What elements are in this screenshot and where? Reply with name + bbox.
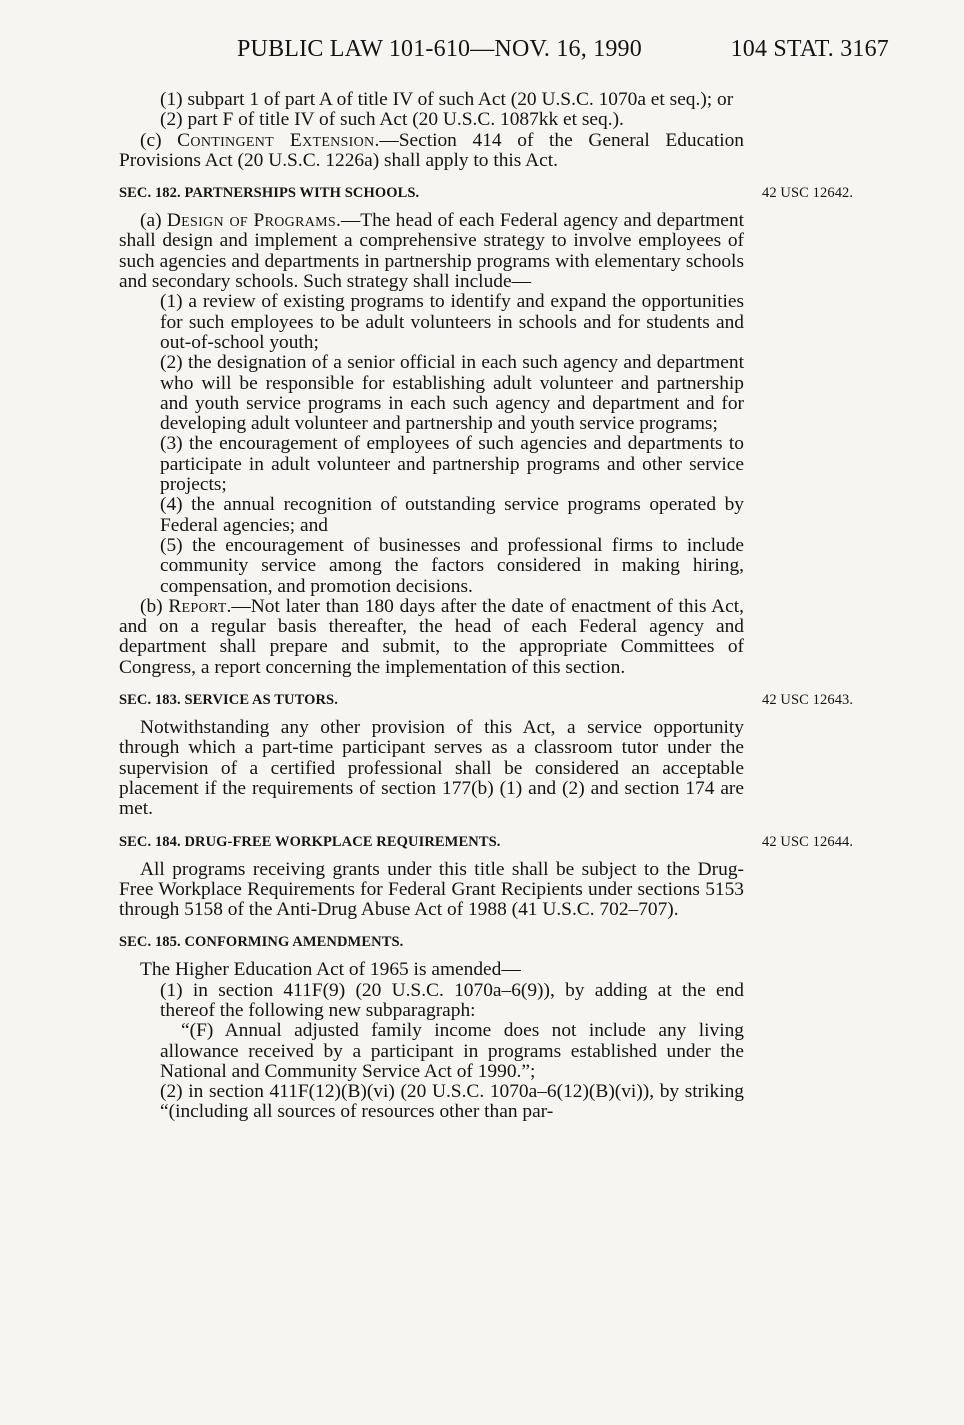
paragraph-text: .—Not later than 180 days after the date of enactment of this Act, and on a regular basis thereafter, the head of each Federal agency and department shall prepare and submit, to the appropriate Committees of Congress, a report concerning the implementation of this section. (119, 595, 744, 678)
section-heading-text: SEC. 184. DRUG-FREE WORKPLACE REQUIREMENTS. (119, 833, 501, 850)
statute-page-number: 104 STAT. 3167 (730, 36, 889, 62)
amendment-item-1: (1) in section 411F(9) (20 U.S.C. 1070a–6(9)), by adding at the end thereof the following new subparagraph: (160, 979, 744, 1021)
usc-citation: 42 USC 12644. (762, 833, 854, 850)
subpart-item-1: (1) subpart 1 of part A of title IV of such Act (20 U.S.C. 1070a et seq.); or (160, 89, 734, 110)
paragraph-label: (b) (140, 595, 169, 617)
subsection-caption: Design of Programs (166, 210, 336, 232)
subsection-caption: Report (168, 595, 227, 617)
amendment-quote: “(F) Annual adjusted family income does not include any living allowance received by a participant in programs established under the National and Community Service Act of 1990.”; (160, 1020, 744, 1082)
paragraph-text: .—The head of each Federal agency and department shall design and implement a comprehensive strategy to involve employees of such agencies and departments in partnership programs with elementary schools and secondary schools. Such strategy shall include— (119, 210, 745, 293)
amendment-item-2: (2) in section 411F(12)(B)(vi) (20 U.S.C. 1070a–6(12)(B)(vi)), by striking “(including all sources of resources other than par- (160, 1081, 744, 1123)
usc-citation: 42 USC 12642. (762, 185, 854, 202)
amendments-intro: The Higher Education Act of 1965 is amended— (140, 959, 521, 981)
drug-free-workplace-paragraph: All programs receiving grants under this title shall be subject to the Drug-Free Workplace Requirements for Federal Grant Recipients under sections 5153 through 5158 of the Anti-Drug Abuse Act of 1988 (41 U.S.C. 702–707). (119, 858, 744, 921)
section-heading-text: SEC. 182. PARTNERSHIPS WITH SCHOOLS. (119, 185, 420, 202)
section-183-heading (119, 690, 854, 710)
section-184-heading (119, 832, 854, 852)
subpart-item-2: (2) part F of title IV of such Act (20 U.S.C. 1087kk et seq.). (160, 109, 624, 131)
section-heading-text: SEC. 185. CONFORMING AMENDMENTS. (119, 934, 404, 951)
document-body (119, 89, 854, 1123)
strategy-item-5: (5) the encouragement of businesses and professional firms to include community service among the factors considered in making hiring, compensation, and promotion decisions. (160, 534, 744, 597)
section-182-heading (119, 183, 854, 203)
subsection-caption: Contingent Extension (177, 129, 375, 151)
section-heading-text: SEC. 183. SERVICE AS TUTORS. (119, 692, 338, 709)
strategy-item-1: (1) a review of existing programs to identify and expand the opportunities for such employees to be adult volunteers in schools and for students and out-of-school youth; (160, 291, 744, 353)
design-of-programs-paragraph (119, 211, 744, 292)
strategy-item-2: (2) the designation of a senior official in each such agency and department who will be responsible for establishing adult volunteer and partnership and youth service programs in each such agency and department and for developing adult volunteer and partnership and youth service programs; (160, 352, 744, 435)
report-paragraph (119, 597, 744, 678)
usc-citation: 42 USC 12643. (762, 692, 854, 709)
paragraph-text: .—Section 414 of the General Education Provisions Act (20 U.S.C. 1226a) shall apply to this Act. (119, 129, 744, 171)
paragraph-label: (a) (140, 210, 167, 232)
strategy-item-3: (3) the encouragement of employees of such agencies and departments to participate in adult volunteer and partnership programs and other service projects; (160, 433, 744, 496)
public-law-header: PUBLIC LAW 101-610—NOV. 16, 1990 (237, 36, 642, 62)
service-as-tutors-paragraph: Notwithstanding any other provision of this Act, a service opportunity through which a part-time participant serves as a classroom tutor under the supervision of a certified professional shall be considered an acceptable placement if the requirements of section 177(b) (1) and (2) and section 174 are met. (119, 717, 744, 820)
section-185-heading (119, 932, 744, 952)
strategy-item-4: (4) the annual recognition of outstanding service programs operated by Federal agencies; and (160, 494, 744, 536)
paragraph-label: (c) (140, 129, 178, 151)
contingent-extension-paragraph (119, 131, 744, 172)
